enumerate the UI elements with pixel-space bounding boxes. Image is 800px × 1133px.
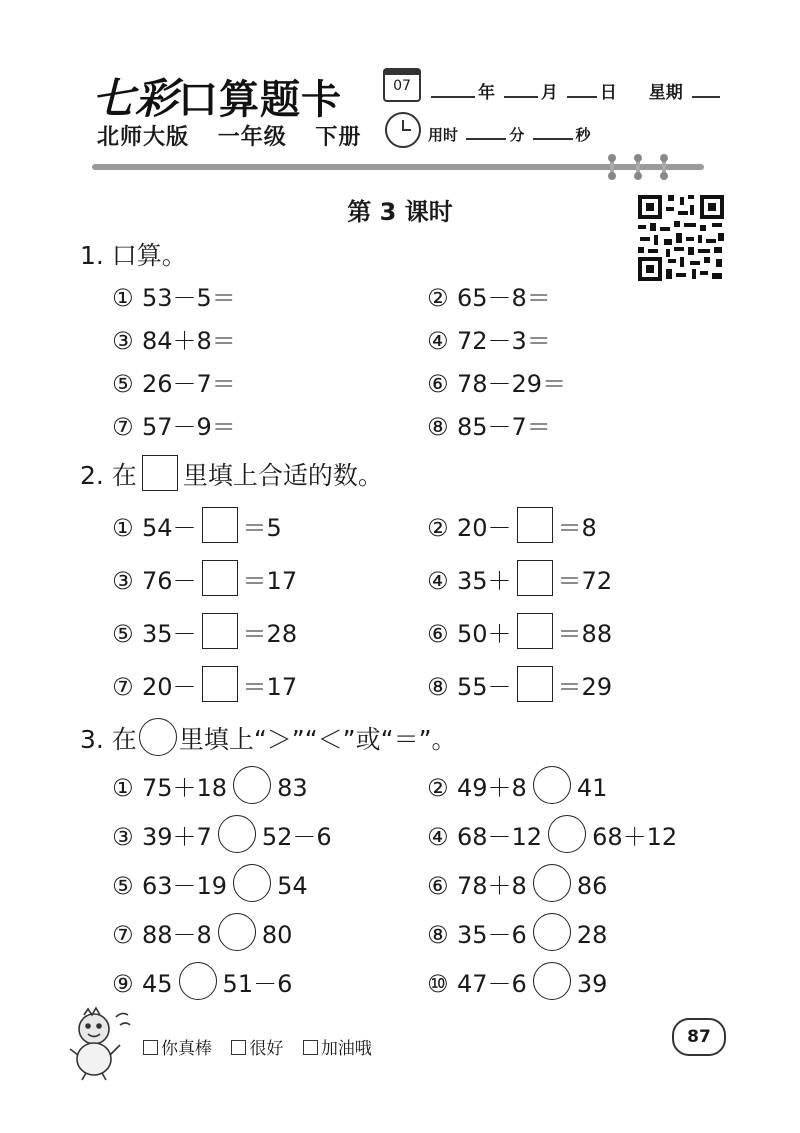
compare-circle[interactable]: [218, 913, 256, 951]
compare-circle[interactable]: [533, 864, 571, 902]
volume-label: 下册: [315, 125, 362, 150]
list-item: ⑦ 20－ ＝17: [112, 666, 297, 702]
compare-circle[interactable]: [233, 864, 271, 902]
list-item: ② 49＋8 41: [427, 766, 607, 804]
weekday-blank[interactable]: [692, 82, 720, 98]
minute-label: 分: [509, 126, 525, 144]
compare-circle[interactable]: [233, 766, 271, 804]
list-item: ⑩ 47－6 39: [427, 962, 607, 1000]
year-label: 年: [478, 83, 495, 103]
compare-circle[interactable]: [179, 962, 217, 1000]
list-item: ④ 72－3＝: [427, 327, 551, 355]
list-item: ⑧ 35－6 28: [427, 913, 607, 951]
answer-box[interactable]: [202, 666, 238, 702]
list-item: ⑤ 35－ ＝28: [112, 613, 297, 649]
second-blank[interactable]: [533, 124, 573, 140]
brand-script-text: 七彩: [92, 74, 179, 123]
edition-label: 北师大版: [97, 125, 190, 150]
list-item: ⑦ 88－8 80: [112, 913, 292, 951]
grade-label: 一年级: [217, 125, 287, 150]
date-fill-line: [428, 78, 723, 103]
list-item: ② 20－ ＝8: [427, 507, 597, 543]
answer-box[interactable]: [202, 613, 238, 649]
binder-rings-icon: [606, 156, 676, 180]
day-blank[interactable]: [567, 82, 597, 98]
list-item: ③ 76－ ＝17: [112, 560, 297, 596]
month-blank[interactable]: [504, 82, 538, 98]
section1-title: 1. 口算。: [80, 241, 187, 270]
checkbox-icon[interactable]: [143, 1040, 158, 1055]
answer-box[interactable]: [517, 666, 553, 702]
checkbox-icon[interactable]: [303, 1040, 318, 1055]
compare-circle[interactable]: [548, 815, 586, 853]
compare-circle[interactable]: [218, 815, 256, 853]
list-item: ⑨ 45 51－6: [112, 962, 292, 1000]
list-item: ③ 39＋7 52－6: [112, 815, 332, 853]
second-label: 秒: [575, 126, 591, 144]
list-item: ① 75＋18 83: [112, 766, 308, 804]
compare-circle[interactable]: [533, 962, 571, 1000]
calendar-icon: [383, 68, 421, 102]
page-number: 87: [672, 1018, 726, 1056]
edition-line: [97, 120, 381, 151]
answer-box[interactable]: [202, 507, 238, 543]
brand-name-text: 口算题卡: [178, 77, 343, 123]
list-item: ⑥ 78＋8 86: [427, 864, 607, 902]
answer-box[interactable]: [202, 560, 238, 596]
answer-circle-example: [139, 718, 177, 756]
mascot-icon: [66, 1005, 132, 1081]
answer-box-example: [142, 455, 178, 491]
compare-circle[interactable]: [533, 766, 571, 804]
list-item: ⑤ 26－7＝: [112, 370, 236, 398]
section2-title: 2. 在 里填上合适的数。: [80, 455, 383, 492]
time-fill-line: [428, 124, 591, 145]
list-item: ⑧ 55－ ＝29: [427, 666, 612, 702]
list-item: ④ 68－12 68＋12: [427, 815, 677, 853]
minute-blank[interactable]: [466, 124, 506, 140]
lesson-title: 第 3 课时: [347, 198, 453, 226]
list-item: ④ 35＋ ＝72: [427, 560, 612, 596]
self-rating-options: [143, 1034, 386, 1059]
list-item: ⑦ 57－9＝: [112, 413, 236, 441]
calendar-number: 07: [393, 78, 411, 94]
day-label: 日: [599, 83, 617, 103]
checkbox-icon[interactable]: [231, 1040, 246, 1055]
answer-box[interactable]: [517, 613, 553, 649]
list-item: ③ 84＋8＝: [112, 327, 236, 355]
rating-option[interactable]: 很好: [231, 1039, 283, 1059]
year-blank[interactable]: [431, 82, 475, 98]
rating-option[interactable]: 加油哦: [303, 1039, 372, 1059]
clock-icon: [385, 112, 421, 148]
brand-title: [92, 66, 342, 126]
rating-option[interactable]: 你真棒: [143, 1039, 212, 1059]
answer-box[interactable]: [517, 560, 553, 596]
list-item: ⑥ 50＋ ＝88: [427, 613, 612, 649]
weekday-label: 星期: [648, 83, 683, 103]
qr-code-icon[interactable]: [636, 193, 726, 283]
section3-title: 3. 在 里填上“＞”“＜”或“＝”。: [80, 718, 457, 756]
list-item: ① 54－ ＝5: [112, 507, 282, 543]
list-item: ② 65－8＝: [427, 284, 551, 312]
list-item: ⑥ 78－29＝: [427, 370, 567, 398]
month-label: 月: [540, 83, 558, 103]
list-item: ⑤ 63－19 54: [112, 864, 308, 902]
compare-circle[interactable]: [533, 913, 571, 951]
answer-box[interactable]: [517, 507, 553, 543]
list-item: ① 53－5＝: [112, 284, 236, 312]
time-label: 用时: [428, 126, 459, 144]
list-item: ⑧ 85－7＝: [427, 413, 551, 441]
